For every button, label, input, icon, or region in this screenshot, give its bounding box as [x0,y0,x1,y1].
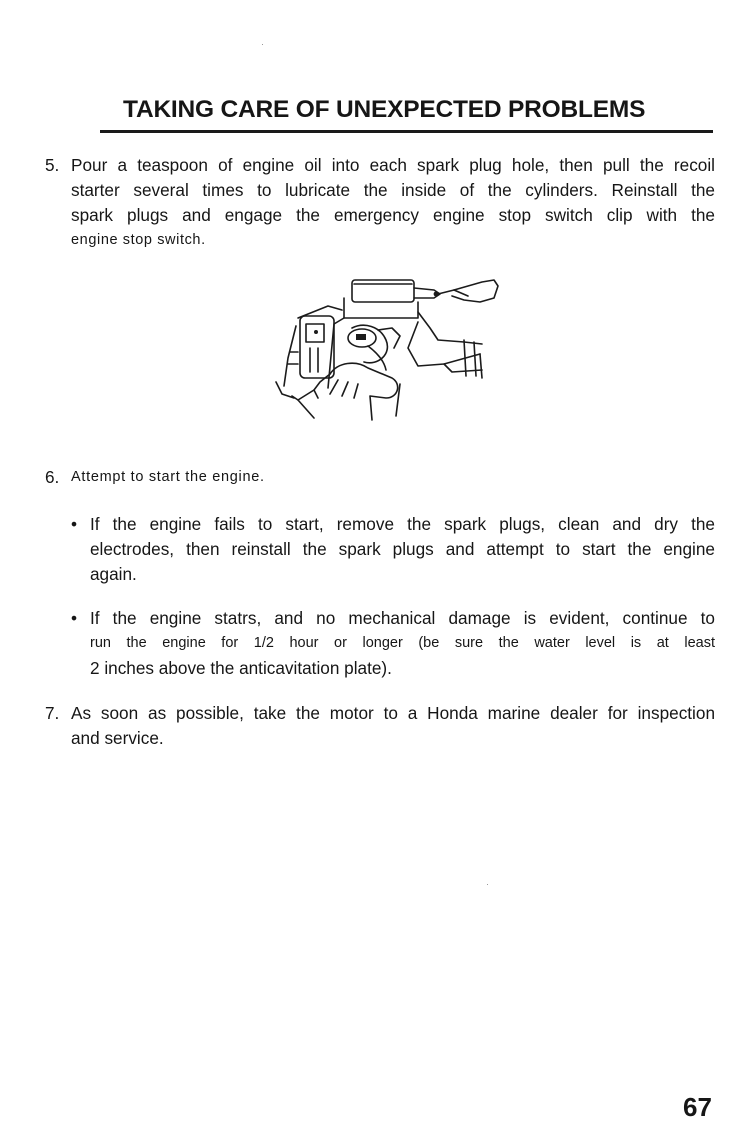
scan-speck [262,44,263,45]
step-number: 5. [45,155,60,175]
title-rule [100,130,713,133]
text-line: 2 inches above the anticavitation plate). [90,658,392,678]
text-line: If the engine fails to start, remove the spark plugs, clean and dry the [90,514,715,534]
bullet-item [71,606,715,681]
text-line: electrodes, then reinstall the spark plugs and attempt to start the engine [90,539,715,559]
text-line: As soon as possible, take the motor to a Honda marine dealer for inspection [71,703,715,723]
step-number: 6. [45,467,60,487]
step-number: 7. [45,703,60,723]
bullet-icon: • [71,608,78,628]
step-text [71,701,715,751]
text-line: and service. [71,728,164,748]
outboard-engine-spark-plug-illustration [268,268,504,428]
text-line: again. [90,564,137,584]
step-text [71,153,715,253]
bullet-text [90,606,715,681]
scan-speck [487,884,488,885]
text-line: If the engine statrs, and no mechanical damage is evident, continue to [90,608,715,628]
page-number: 67 [683,1092,712,1122]
page-title: TAKING CARE OF UNEXPECTED PROBLEMS [123,96,646,123]
text-line: run the engine for 1/2 hour or longer (be sure the water level is at least [90,635,715,651]
text-line: Attempt to start the engine. [71,469,265,485]
step-7 [45,701,715,751]
text-line: starter several times to lubricate the inside of the cylinders. Reinstall the [71,180,715,200]
step-6 [45,465,715,490]
bullet-icon: • [71,514,78,534]
text-line: spark plugs and engage the emergency engine stop switch clip with the [71,205,715,225]
step-text [71,465,715,490]
text-line: engine stop switch. [71,232,206,248]
step-5 [45,153,715,253]
bullet-item [71,512,715,587]
bullet-text [90,512,715,587]
text-line: Pour a teaspoon of engine oil into each spark plug hole, then pull the recoil [71,155,715,175]
